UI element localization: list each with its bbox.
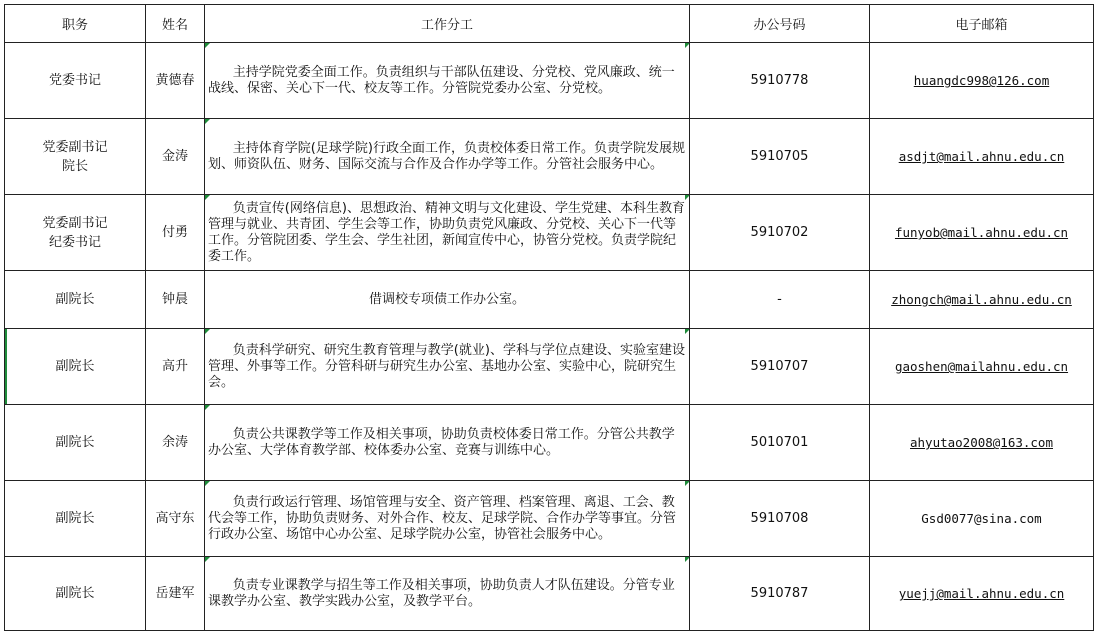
staff-table [4,4,1094,631]
cell-duty[interactable] [205,557,690,631]
cell-duty[interactable] [205,405,690,481]
header-name[interactable]: 姓名 [146,5,205,43]
cell-title[interactable] [5,329,146,405]
comment-marker-icon [205,481,210,486]
selection-marker [5,329,7,404]
table-row [5,43,1094,119]
duty-text: 负责行政运行管理、场馆管理与安全、资产管理、档案管理、离退、工会、教代会等工作，协助负责财务、对外合作、校友、足球学院、合作办学等事宜。分管行政办公室、场馆中心办公室、足球学院办公室，协管社会服务中心。 [208,494,677,542]
comment-marker-icon [205,557,210,562]
duty-text: 负责专业课教学与招生等工作及相关事项，协助负责人才队伍建设。分管专业课教学办公室、教学实践办公室，及教学平台。 [208,577,675,609]
header-duty[interactable]: 工作分工 [205,5,690,43]
table-row [5,119,1094,195]
cell-title[interactable]: 党委副书记 院长 [5,119,146,195]
cell-title[interactable]: 副院长 [5,557,146,631]
cell-email[interactable]: ahyutao2008@163.com [870,405,1094,481]
cell-duty[interactable] [205,329,690,405]
table-row [5,405,1094,481]
cell-title[interactable]: 副院长 [5,405,146,481]
cell-phone[interactable]: 5910702 [690,195,870,271]
cell-name[interactable]: 钟晨 [146,271,205,329]
cell-email[interactable]: yuejj@mail.ahnu.edu.cn [870,557,1094,631]
duty-text: 负责科学研究、研究生教育管理与教学(就业)、学科与学位点建设、实验室建设管理、外事等工作。分管科研与研究生办公室、基地办公室、实验中心，院研究生会。 [208,342,685,390]
header-title[interactable]: 职务 [5,5,146,43]
table-row [5,557,1094,631]
cell-email[interactable]: Gsd0077@sina.com [870,481,1094,557]
cell-name[interactable]: 岳建军 [146,557,205,631]
title-text: 副院长 [55,359,95,374]
comment-marker-icon [205,195,210,200]
cell-phone[interactable]: 5910705 [690,119,870,195]
cell-phone[interactable]: 5910778 [690,43,870,119]
cell-name[interactable]: 高守东 [146,481,205,557]
comment-marker-icon [205,119,210,124]
cell-phone[interactable]: - [690,271,870,329]
cell-title[interactable]: 副院长 [5,481,146,557]
cell-title[interactable]: 副院长 [5,271,146,329]
duty-text: 负责公共课教学等工作及相关事项，协助负责校体委日常工作。分管公共教学办公室、大学体育教学部、校体委办公室、竞赛与训练中心。 [208,426,675,458]
cell-duty[interactable] [205,119,690,195]
comment-marker-icon [205,329,210,334]
cell-name[interactable]: 付勇 [146,195,205,271]
cell-title[interactable]: 党委书记 [5,43,146,119]
table-row [5,271,1094,329]
table-row [5,329,1094,405]
cell-email[interactable]: funyob@mail.ahnu.edu.cn [870,195,1094,271]
cell-phone[interactable]: 5910708 [690,481,870,557]
duty-text: 主持体育学院(足球学院)行政全面工作，负责校体委日常工作。负责学院发展规划、师资队伍、财务、国际交流与合作及合作办学等工作。分管社会服务中心。 [208,140,685,172]
header-phone[interactable]: 办公号码 [690,5,870,43]
comment-marker-icon [205,405,210,410]
cell-duty[interactable] [205,195,690,271]
cell-name[interactable]: 余涛 [146,405,205,481]
cell-email[interactable]: asdjt@mail.ahnu.edu.cn [870,119,1094,195]
header-email[interactable]: 电子邮箱 [870,5,1094,43]
cell-name[interactable]: 金涛 [146,119,205,195]
cell-email[interactable]: gaoshen@mailahnu.edu.cn [870,329,1094,405]
cell-phone[interactable]: 5910787 [690,557,870,631]
cell-email[interactable]: huangdc998@126.com [870,43,1094,119]
cell-duty[interactable]: 借调校专项债工作办公室。 [205,271,690,329]
table-row [5,481,1094,557]
table-row [5,195,1094,271]
cell-duty[interactable] [205,43,690,119]
comment-marker-icon [205,43,210,48]
cell-duty[interactable] [205,481,690,557]
cell-title[interactable]: 党委副书记 纪委书记 [5,195,146,271]
cell-name[interactable]: 高升 [146,329,205,405]
cell-name[interactable]: 黄德春 [146,43,205,119]
duty-text: 主持学院党委全面工作。负责组织与干部队伍建设、分党校、党风廉政、统一战线、保密、关心下一代、校友等工作。分管院党委办公室、分党校。 [208,64,675,96]
cell-phone[interactable]: 5010701 [690,405,870,481]
header-row [5,5,1094,43]
cell-email[interactable]: zhongch@mail.ahnu.edu.cn [870,271,1094,329]
duty-text: 负责宣传(网络信息)、思想政治、精神文明与文化建设、学生党建、本科生教育管理与就业、共青团、学生会等工作，协助负责党风廉政、分党校、关心下一代等工作。分管院团委、学生会、学生社团，新闻宣传中心，协管分党校。负责学院纪委工作。 [208,200,685,264]
cell-phone[interactable]: 5910707 [690,329,870,405]
